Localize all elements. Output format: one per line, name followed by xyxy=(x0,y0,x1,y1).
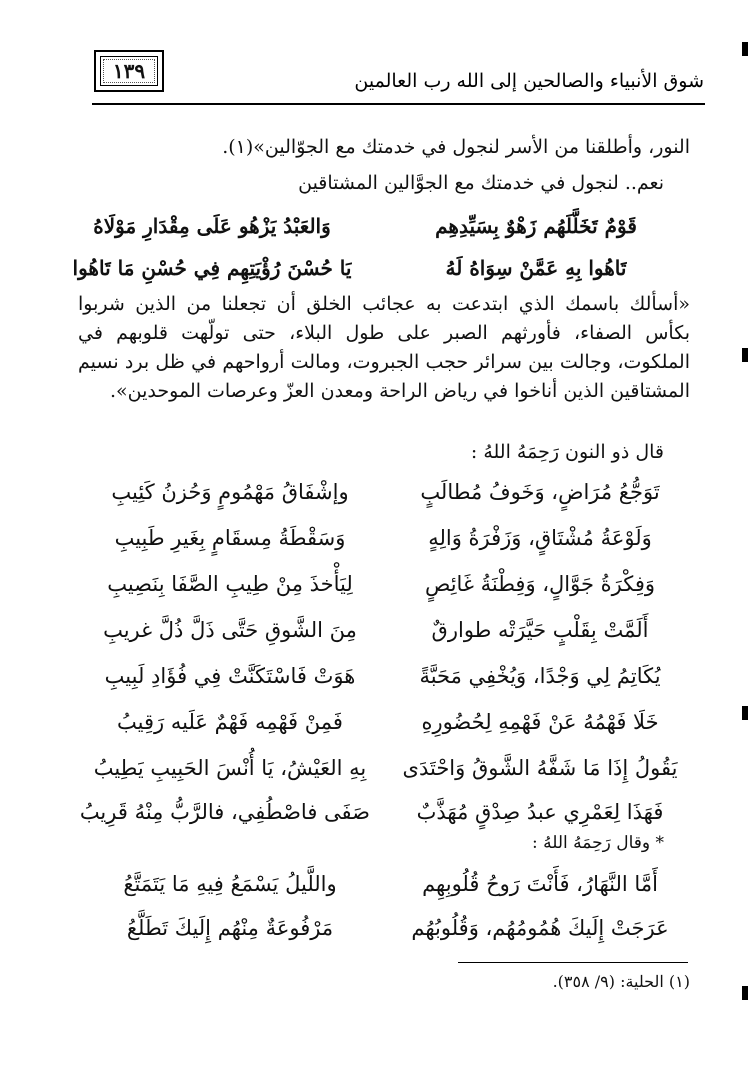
paragraph-prayer-end: النور، وأطلقنا من الأسر لنجول في خدمتك مع الجوّالين»(١). xyxy=(222,136,690,158)
verse-row xyxy=(79,792,680,832)
paragraph-second-attribution: * وقال رَحِمَهُ اللهُ : xyxy=(531,833,664,853)
verse-hemistich-right: خَلَا فَهْمُهُ عَنْ فَهْمِهِ لِحُضُورِهِ xyxy=(421,710,659,734)
verse-hemistich-right: أَمَّا النَّهَارُ، فَأَنْتَ رَوحُ قُلُوبِهِم xyxy=(422,872,658,896)
verse-hemistich-right: يَقُولُ إِذَا مَا شَفَّهُ الشَّوقُ وَاحْتَدَى xyxy=(402,756,678,780)
paragraph-attribution: قال ذو النون رَحِمَهُ اللهُ : xyxy=(470,441,664,463)
verse-row xyxy=(72,206,676,246)
print-mark xyxy=(742,348,748,362)
footnote: (١) الحلية: (٩/ ٣٥٨). xyxy=(552,972,690,991)
verse-row xyxy=(90,656,680,696)
verse-row xyxy=(90,518,680,558)
verse-hemistich-left: لِيَأْخذَ مِنْ طِيبِ الصَّفَا بِنَصِيبِ xyxy=(107,572,353,596)
print-mark xyxy=(742,42,748,56)
verse-hemistich-left: يَا حُسْنَ رُؤْيَتِهِم فِي حُسْنِ مَا تَاهُوا xyxy=(72,256,352,280)
verse-hemistich-left: واللَّيلُ يَسْمَعُ فِيهِ مَا يَتَمَتَّعُ xyxy=(123,872,337,896)
verse-hemistich-left: هَوَتْ فَاسْتَكَنَّتْ فِي فُؤَادِ لَبِيبِ xyxy=(104,664,356,688)
verse-hemistich-right: يُكَاتِمُ لِي وَجْدًا، وَيُخْفِي مَحَبَّةً xyxy=(419,664,661,688)
verse-hemistich-right: وَفِكْرَةُ جَوَّالٍ، وَفِطْنَةُ غَائِصٍ xyxy=(424,572,656,596)
footnote-rule xyxy=(458,962,688,963)
verse-row xyxy=(90,748,680,788)
verse-hemistich-left: صَفَى فاصْطُفِي، فالرَّبُّ مِنْهُ قَرِيبُ xyxy=(79,800,370,824)
page-number: ١٣٩ xyxy=(112,59,146,83)
verse-hemistich-right: تَاهُوا بِهِ عَمَّنْ سِوَاهُ لَهُ xyxy=(445,256,627,280)
verse-hemistich-left: وَسَقْطَةُ مِسقَامٍ بِغَيرِ طَبِيبِ xyxy=(114,526,346,550)
verse-row xyxy=(90,610,680,650)
verse-row xyxy=(90,864,680,904)
verse-row xyxy=(90,564,680,604)
running-title: شوق الأنبياء والصالحين إلى الله رب العالمين xyxy=(354,70,704,92)
verse-hemistich-left: بِهِ العَيْشُ، يَا أُنْسَ الحَبِيبِ يَطِيبُ xyxy=(93,756,367,780)
verse-hemistich-right: عَرَجَتْ إِلَيكَ هُمُومُهُم، وَقُلُوبُهُم xyxy=(411,916,669,940)
verse-hemistich-right: فَهَذَا لِعَمْرِي عبدُ صِدْقٍ مُهَذَّبٌ xyxy=(416,800,664,824)
verse-hemistich-right: أَلَمَّتْ بِقَلْبٍ حَيَّرَتْه طوارقٌ xyxy=(431,618,649,642)
print-mark xyxy=(742,706,748,720)
header-rule xyxy=(92,103,705,105)
verse-hemistich-right: قَوْمٌ تَخَلَّلَهُم زَهْوٌ بِسَيِّدِهِم xyxy=(435,214,637,238)
verse-hemistich-left: مِنَ الشَّوقِ حَتَّى ذَلَّ ذُلَّ غريبِ xyxy=(103,618,357,642)
verse-hemistich-left: فَمِنْ فَهْمِه فَهْمٌ عَلَيه رَقِيبُ xyxy=(117,710,343,734)
verse-hemistich-left: مَرْفُوعَةٌ مِنْهُم إِلَيكَ تَطَلَّعُ xyxy=(126,916,334,940)
verse-hemistich-left: وإشْفَاقُ مَهْمُومٍ وَحُزنُ كَئِيبِ xyxy=(111,480,349,504)
verse-row xyxy=(90,908,680,948)
paragraph-supplication: «أسألك باسمك الذي ابتدعت به عجائب الخلق أن تجعلنا من الذين شربوا بكأس الصفاء، فأورثهم الصبر على طول البلاء، حتى تولّهت قلوبهم في الملكوت، وجالت بين سرائر حجب الجبروت، ومالت أرواحهم في ظل برد نسيم المشتاقين الذين أناخوا في رياض الراحة ومعدن العزّ وعرصات الموحدين». xyxy=(78,293,690,402)
page-number-frame xyxy=(94,50,164,92)
paragraph-intro-verses: نعم.. لنجول في خدمتك مع الجوَّالين المشتاقين xyxy=(298,172,664,194)
verse-hemistich-right: تَوَجُّعُ مُرَاضٍ، وَخَوفُ مُطالَبٍ xyxy=(420,480,660,504)
verse-row xyxy=(90,472,680,512)
verse-hemistich-left: وَالعَبْدُ يَزْهُو عَلَى مِقْدَارِ مَوْلَاهُ xyxy=(93,214,331,238)
verse-row xyxy=(90,702,680,742)
verse-hemistich-right: وَلَوْعَةُ مُشْتَاقٍ، وَزَفْرَةُ وَالِهٍ xyxy=(428,526,652,550)
page-header xyxy=(92,48,704,104)
verse-row xyxy=(72,248,676,288)
print-mark xyxy=(742,986,748,1000)
